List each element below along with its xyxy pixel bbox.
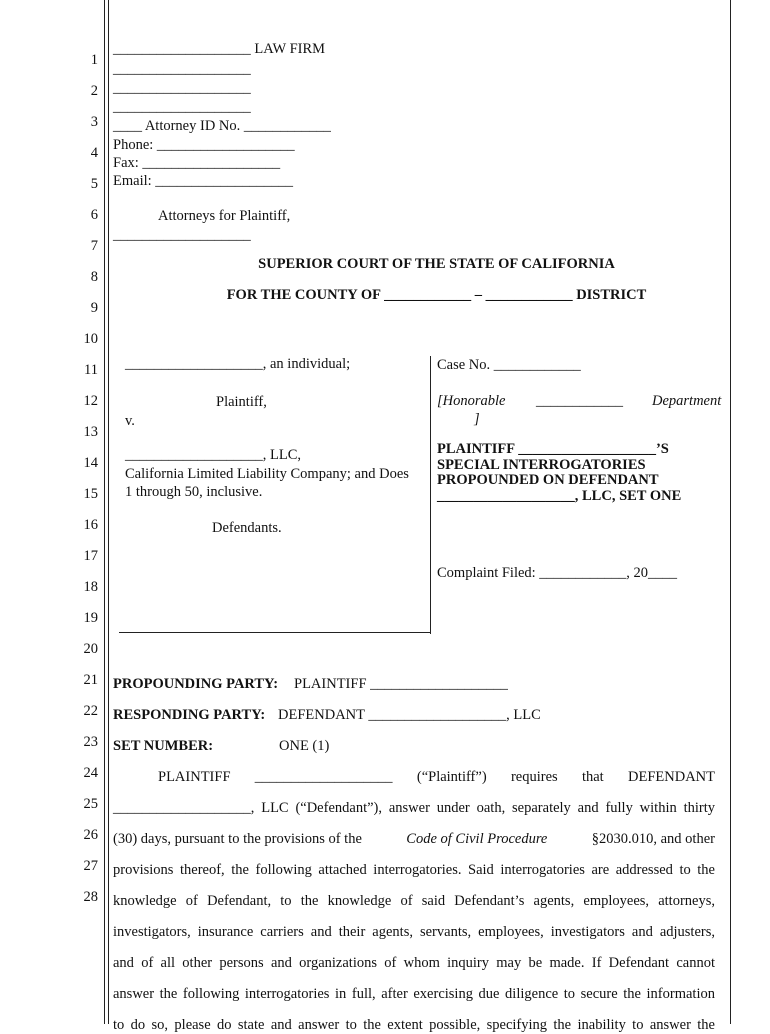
firm-name-line: ___________________ LAW FIRM <box>113 41 326 57</box>
line-number: 7 <box>90 238 98 254</box>
responding-party-label: RESPONDING PARTY: <box>113 707 266 723</box>
caption-divider-vertical <box>430 356 431 634</box>
body-line: provisions thereof, the following attached interrogatories. Said interrogatories are addressed to the <box>113 862 715 878</box>
body-line: PLAINTIFF ___________________ (“Plaintiff”) requires that DEFENDANT <box>158 769 715 785</box>
line-number: 28 <box>83 889 98 905</box>
body-line <box>113 831 715 848</box>
line-number: 27 <box>83 858 98 874</box>
line-number: 11 <box>84 362 98 378</box>
email: Email: ___________________ <box>113 173 294 189</box>
plaintiff-label: Plaintiff, <box>216 394 267 410</box>
line-number: 17 <box>83 548 98 564</box>
line-number: 5 <box>90 176 98 192</box>
caption-divider-horizontal <box>119 632 431 633</box>
defendant-name: ___________________, LLC, <box>125 447 302 463</box>
line-number: 4 <box>90 145 98 161</box>
body-line: to do so, please do state and answer to the extent possible, specifying the inability to answer the <box>113 1017 715 1033</box>
firm-blank-line: ___________________ <box>113 80 251 96</box>
line-number: 16 <box>83 517 98 533</box>
line-number: 21 <box>83 672 98 688</box>
body-citation: Code of Civil Procedure <box>406 831 548 847</box>
line-number: 14 <box>83 455 98 471</box>
margin-rule-right <box>730 0 731 1024</box>
body-text: §2030.010, and other <box>591 831 715 847</box>
court-title: SUPERIOR COURT OF THE STATE OF CALIFORNIA <box>258 256 615 272</box>
line-number: 6 <box>90 207 98 223</box>
propounding-party-label: PROPOUNDING PARTY: <box>113 676 279 692</box>
defendant-description: California Limited Liability Company; and Does <box>125 466 409 482</box>
margin-rule-left-outer <box>104 0 105 1024</box>
firm-blank-line: ___________________ <box>113 61 251 77</box>
plaintiff-name: ___________________, an individual; <box>125 356 351 372</box>
line-number: 10 <box>83 331 98 347</box>
attorney-id: ____ Attorney ID No. ____________ <box>113 118 331 134</box>
judge-department: Department <box>652 393 722 409</box>
document-title: PROPOUNDED ON DEFENDANT <box>437 472 659 488</box>
judge-close-bracket: ] <box>474 411 480 427</box>
body-line: knowledge of Defendant, to the knowledge of said Defendant’s agents, employees, attorneys, <box>113 893 715 909</box>
versus: v. <box>125 413 135 429</box>
attorneys-for-blank: ___________________ <box>113 227 251 243</box>
line-number: 26 <box>83 827 98 843</box>
line-number: 2 <box>90 83 98 99</box>
fax: Fax: ___________________ <box>113 155 281 171</box>
line-number: 12 <box>83 393 98 409</box>
line-number: 15 <box>83 486 98 502</box>
court-county: FOR THE COUNTY OF ____________ – ____________ DISTRICT <box>226 287 647 303</box>
document-title: SPECIAL INTERROGATORIES <box>437 457 646 473</box>
line-number: 1 <box>90 52 98 68</box>
margin-rule-left-inner <box>108 0 109 1024</box>
line-number: 9 <box>90 300 98 316</box>
body-line: ___________________, LLC (“Defendant”), answer under oath, separately and fully within thirty <box>113 800 715 816</box>
line-number: 25 <box>83 796 98 812</box>
complaint-filed: Complaint Filed: ____________, 20____ <box>437 565 678 581</box>
set-number-label: SET NUMBER: <box>113 738 214 754</box>
defendants-label: Defendants. <box>212 520 282 536</box>
document-title: ___________________, LLC, SET ONE <box>437 488 682 504</box>
document-title: PLAINTIFF ___________________’S <box>437 441 669 457</box>
line-number: 18 <box>83 579 98 595</box>
line-number: 24 <box>83 765 98 781</box>
body-line: and of all other persons and organizations of whom inquiry may be made. If Defendant cannot <box>113 955 715 971</box>
responding-party-value: DEFENDANT ___________________, LLC <box>278 707 541 723</box>
body-line: answer the following interrogatories in full, after exercising due diligence to secure the information <box>113 986 715 1002</box>
body-line: investigators, insurance carriers and their agents, servants, employees, investigators and adjusters, <box>113 924 715 940</box>
line-number: 3 <box>90 114 98 130</box>
judge-blank: ____________ <box>536 393 623 409</box>
line-number: 23 <box>83 734 98 750</box>
body-text: (30) days, pursuant to the provisions of the <box>113 831 362 847</box>
set-number-value: ONE (1) <box>279 738 330 754</box>
propounding-party-value: PLAINTIFF ___________________ <box>294 676 508 692</box>
defendant-description: 1 through 50, inclusive. <box>125 484 263 500</box>
line-number: 19 <box>83 610 98 626</box>
case-number: Case No. ____________ <box>437 357 581 373</box>
judge-honorable: [Honorable <box>437 393 506 409</box>
line-number: 13 <box>83 424 98 440</box>
line-number: 20 <box>83 641 98 657</box>
phone: Phone: ___________________ <box>113 137 295 153</box>
line-number: 8 <box>90 269 98 285</box>
firm-blank-line: ___________________ <box>113 99 251 115</box>
line-number: 22 <box>83 703 98 719</box>
attorneys-for: Attorneys for Plaintiff, <box>158 208 291 224</box>
